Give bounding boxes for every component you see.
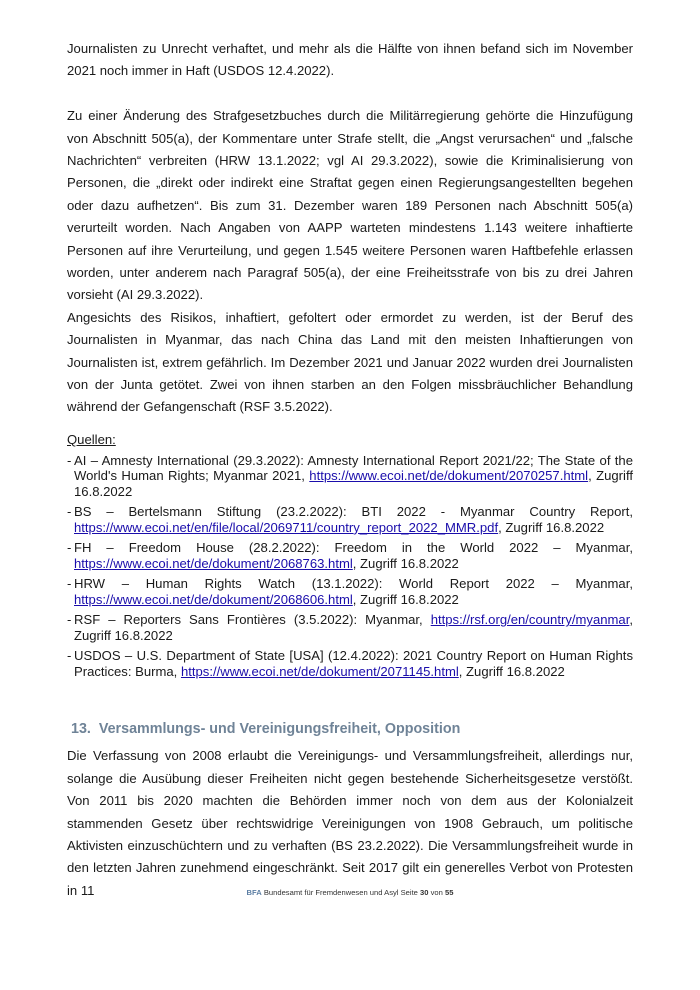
source-item-usdos xyxy=(67,648,633,679)
sources-list xyxy=(67,453,633,680)
paragraph-assembly-freedom: Die Verfassung von 2008 erlaubt die Vereinigungs- und Versammlungsfreiheit, allerdings nur, solange die Ausübung dieser Freiheiten nicht gegen bestehende Sicherheitsgesetze verstößt. Von 2011 bis 2020 machten die Behörden immer noch von dem aus der Kolonialzeit stammenden Gesetz über rechtswidrige Vereinigungen von 1908 Gebrauch, um politische Aktivisten einzuschüchtern und zu verhaften (BS 23.2.2022). Die Versammlungsfreiheit wurde in den letzten Jahren zunehmend eingeschränkt. Seit 2017 gilt ein generelles Verbot von Protesten in 11 xyxy=(67,748,633,898)
section-heading xyxy=(71,719,633,739)
section-number: 13. xyxy=(71,721,91,738)
section-title: Versammlungs- und Vereinigungsfreiheit, Opposition xyxy=(98,721,461,738)
source-access-date: , Zugriff 16.8.2022 xyxy=(498,519,605,535)
source-text: FH – Freedom House (28.2.2022): Freedom in the World 2022 – Myanmar, xyxy=(74,540,633,556)
footer-brand: BFA xyxy=(246,888,262,897)
source-item-rsf xyxy=(67,612,633,643)
source-access-date: , Zugriff 16.8.2022 xyxy=(74,612,633,643)
source-item-bs xyxy=(67,504,633,535)
paragraph-penal-code: Zu einer Änderung des Strafgesetzbuches durch die Militärregierung gehörte die Hinzufügung von Abschnitt 505(a), der Kommentare unter Strafe stellt, die „Angst verursachen“ und „falsche Nachrichten“ verbreiten (HRW 13.1.2022; vgl AI 29.3.2022), sowie die Kriminalisierung von Personen, die „direkt oder indirekt eine Straftat gegen einen Regierungsangestellten begehen oder dazu aufhetzen“. Bis zum 31. Dezember waren 189 Personen nach Abschnitt 505(a) verurteilt worden. Nach Angaben von AAPP warteten mindestens 1.143 weitere inhaftierte Personen auf ihre Verurteilung, und gegen 1.545 weitere Personen waren Haftbefehle erlassen worden, unter anderem nach Paragraf 505(a), der eine Freiheitsstrafe von bis zu drei Jahren vorsieht (AI 29.3.2022). xyxy=(67,108,633,303)
source-text: RSF – Reporters Sans Frontières (3.5.2022): Myanmar, xyxy=(74,612,431,628)
source-access-date: , Zugriff 16.8.2022 xyxy=(352,555,459,571)
source-link[interactable]: https://www.ecoi.net/de/dokument/2068606.html xyxy=(74,591,353,607)
source-access-date: , Zugriff 16.8.2022 xyxy=(458,663,565,679)
source-item-ai xyxy=(67,453,633,500)
source-item-hrw xyxy=(67,576,633,607)
source-link[interactable]: https://www.ecoi.net/de/dokument/2068763.html xyxy=(74,555,353,571)
paragraph-journalists-detained: Journalisten zu Unrecht verhaftet, und mehr als die Hälfte von ihnen befand sich im November 2021 noch immer in Haft (USDOS 12.4.2022). xyxy=(67,41,633,79)
source-text: AI – Amnesty International (29.3.2022): Amnesty International Report 2021/22; The State of the World's Human Rights; Myanmar 2021, xyxy=(74,452,633,484)
source-text: BS – Bertelsmann Stiftung (23.2.2022): BTI 2022 - Myanmar Country Report, xyxy=(74,504,633,520)
source-access-date: , Zugriff 16.8.2022 xyxy=(74,468,633,499)
source-link[interactable]: https://www.ecoi.net/en/file/local/2069711/country_report_2022_MMR.pdf xyxy=(74,519,499,535)
source-access-date: , Zugriff 16.8.2022 xyxy=(352,591,459,607)
footer-total-pages: 55 xyxy=(445,888,454,897)
document-page xyxy=(67,38,633,902)
footer-of: von xyxy=(430,888,443,897)
source-item-fh xyxy=(67,540,633,571)
source-text: USDOS – U.S. Department of State [USA] (12.4.2022): 2021 Country Report on Human Rights Practices: Burma, xyxy=(74,648,633,679)
footer-page-number: 30 xyxy=(420,888,429,897)
source-link[interactable]: https://www.ecoi.net/de/dokument/2070257.html xyxy=(309,468,589,484)
page-footer xyxy=(0,888,700,897)
paragraph-journalist-risk: Angesichts des Risikos, inhaftiert, gefoltert oder ermordet zu werden, ist der Beruf des Journalisten in Myanmar, das nach China das Land mit den meisten Inhaftierungen von Journalisten ist, extrem gefährlich. Im Dezember 2021 und Januar 2022 wurden drei Journalisten von der Junta getötet. Zwei von ihnen starben an den Folgen missbräuchlicher Behandlung während der Gefangenschaft (RSF 3.5.2022). xyxy=(67,309,633,415)
sources-heading: Quellen: xyxy=(67,431,116,447)
source-link[interactable]: https://rsf.org/en/country/myanmar xyxy=(430,612,630,628)
source-link[interactable]: https://www.ecoi.net/de/dokument/2071145.html xyxy=(180,663,459,679)
source-text: HRW – Human Rights Watch (13.1.2022): World Report 2022 – Myanmar, xyxy=(74,576,633,592)
footer-text: Bundesamt für Fremdenwesen und Asyl Seite xyxy=(263,888,418,897)
